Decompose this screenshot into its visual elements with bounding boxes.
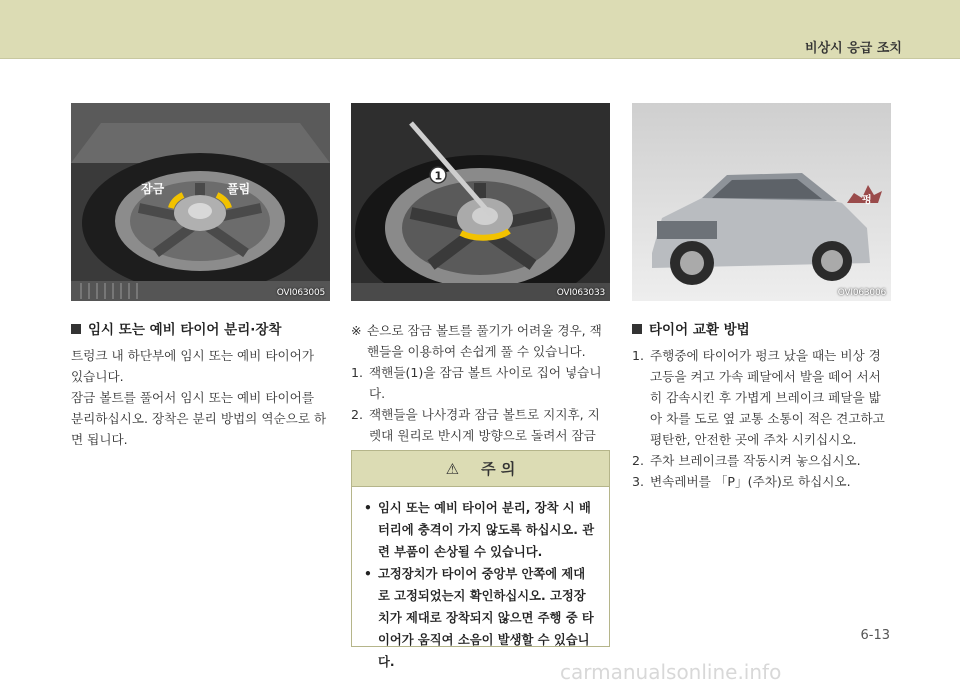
watermark: carmanualsonline.info (560, 660, 782, 684)
square-bullet-icon (632, 324, 642, 334)
photo-code: OVI063005 (276, 288, 325, 298)
note-mark-icon: ※ (351, 323, 362, 338)
list-item: 3. 변속레버를 「P」(주차)로 하십시오. (632, 474, 851, 489)
caution-header (352, 451, 609, 487)
caution-body (352, 487, 609, 673)
list-item: • 고정장치가 타이어 중앙부 안쪽에 제대로 고정되었는지 확인하십시오. 고정장치가 제대로 장착되지 않으면 주행 중 타이어가 움직여 소음이 발생할 수 있습니다. (364, 563, 597, 673)
photo-jack-handle-bolt (351, 103, 610, 301)
note: ※ 손으로 잠금 볼트를 풀기가 어려울 경우, 잭핸들을 이용하여 손쉽게 풀 수 있습니다. (351, 320, 609, 362)
paragraph: 트렁크 내 하단부에 임시 또는 예비 타이어가 있습니다. (71, 348, 314, 384)
label-lock: 잠금 (141, 182, 165, 196)
photo-code: OVI063033 (556, 288, 605, 298)
caution-title: 주 의 (481, 460, 516, 478)
paragraph: 잠금 볼트를 풀어서 임시 또는 예비 타이어를 분리하십시오. 장착은 분리 방법의 역순으로 하면 됩니다. (71, 390, 327, 447)
page-number: 6-13 (860, 628, 890, 643)
bullet-icon: • (364, 501, 372, 515)
page-header-title: 비상시 응급 조치 (805, 41, 902, 56)
list-item: • 임시 또는 예비 타이어 분리, 장착 시 배터리에 충격이 가지 않도록 하십시오. 관련 부품이 손상될 수 있습니다. (364, 497, 597, 563)
square-bullet-icon (71, 324, 81, 334)
photo-car-flat-tire (632, 103, 891, 301)
svg-text:펑: 펑 (862, 195, 872, 206)
photo-code: OVI063006 (837, 288, 886, 298)
photo-spare-tire-trunk (71, 103, 330, 301)
caution-box (351, 450, 610, 669)
section-title: 타이어 교환 방법 (632, 320, 891, 341)
right-column (632, 320, 891, 492)
section-title: 임시 또는 예비 타이어 분리·장착 (71, 320, 330, 341)
list-item: 2. 잭핸들을 나사경과 잠금 볼트로 지지후, 지렛대 원리로 반시계 방향으로 돌려서 잠금 (351, 407, 600, 443)
header-rule (0, 58, 960, 59)
bullet-icon: • (364, 567, 372, 581)
list-item: 1. 주행중에 타이어가 펑크 났을 때는 비상 경고등을 켜고 가속 페달에서 발을 떼어 서서히 감속시킨 후 가볍게 브레이크 페달을 밟아 차를 도로 옆 교통 소통이 적은 견고하고 평탄한, 안전한 곳에 주차 시키십시오. (632, 348, 885, 447)
middle-column (351, 320, 609, 467)
list-item: 1. 잭핸들(1)을 잠금 볼트 사이로 집어 넣습니다. (351, 365, 602, 401)
left-column (71, 320, 330, 450)
label-unlock: 풀림 (227, 182, 251, 196)
callout-number: 1 (434, 169, 443, 183)
list-item: 2. 주차 브레이크를 작동시켜 놓으십시오. (632, 453, 861, 468)
warning-triangle-icon: ⚠ (445, 459, 460, 478)
